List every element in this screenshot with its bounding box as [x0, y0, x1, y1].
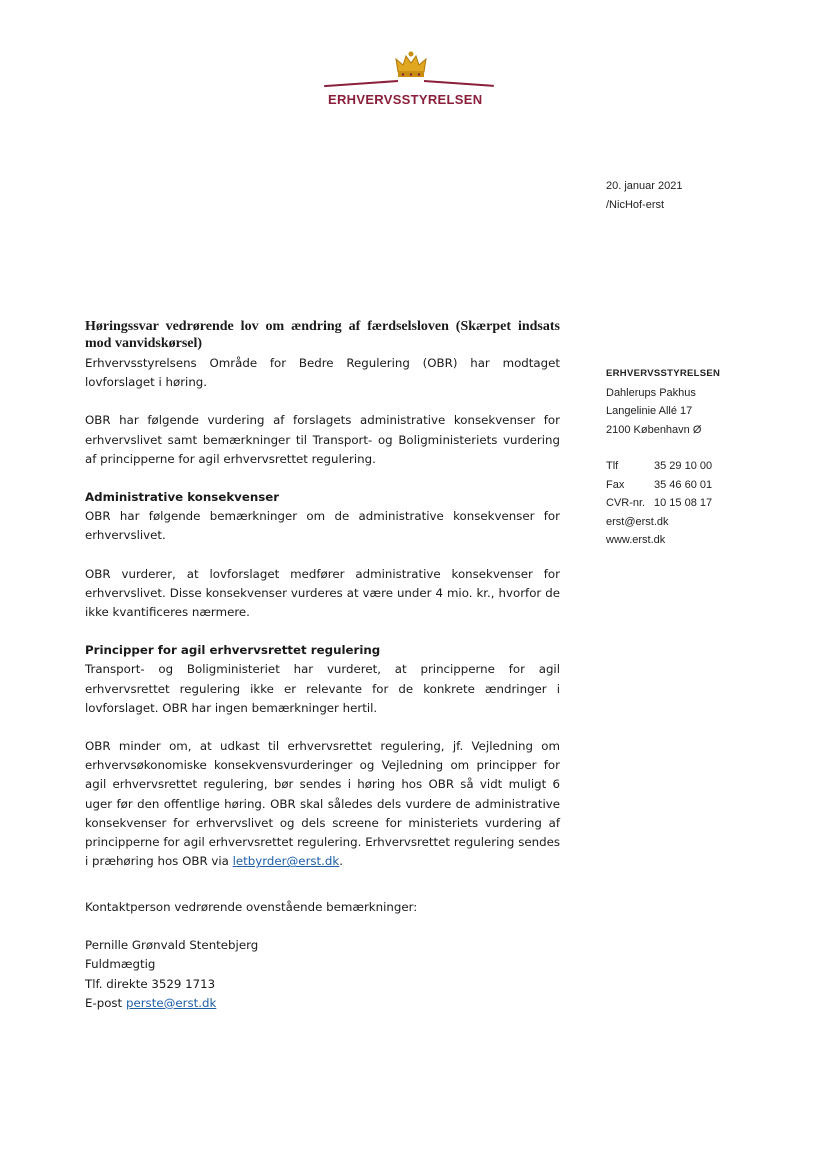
phone-value: 35 29 10 00	[654, 460, 713, 472]
sender-email: erst@erst.dk	[606, 515, 669, 528]
paragraph-6	[85, 737, 560, 871]
paragraph-2: OBR har følgende vurdering af forslagets administrative konsekvenser for erhvervslivet samt bemærkninger til Transport- og Boligministeriets vurdering af principperne for agil erhvervsrettet regulering.	[85, 413, 560, 466]
logo-line-left	[324, 80, 398, 87]
contact-email-row	[85, 994, 417, 1013]
letbyrder-email-link[interactable]: letbyrder@erst.dk	[232, 854, 340, 869]
cvr-row	[606, 494, 720, 513]
contact-intro: Kontaktperson vedrørende ovenstående bemærkninger:	[85, 900, 418, 914]
cvr-label: CVR-nr.	[606, 497, 646, 509]
phone-label: Tlf	[606, 460, 619, 472]
sender-info	[606, 365, 720, 550]
paragraph-4: OBR vurderer, at lovforslaget medfører administrative konsekvenser for erhvervslivet. Disse konsekvenser vurderes at være under 4 mio. kr., hvorfor de ikke kvantificeres nærmere.	[85, 566, 560, 620]
letter-date: 20. januar 2021	[606, 180, 683, 192]
paragraph-3: OBR har følgende bemærkninger om de administrative konsekvenser for erhvervslivet.	[85, 509, 560, 543]
address-line: 2100 København Ø	[606, 423, 702, 436]
logo-line-right	[424, 80, 494, 87]
fax-label: Fax	[606, 478, 625, 491]
paragraph-6-text: OBR minder om, at udkast til erhvervsrettet regulering, jf. Vejledning om erhvervsøkonomiske konsekvensvurderinger og Vejledning om principper for agil erhvervsrettet regulering, bør sendes i høring hos OBR så vidt muligt 6 uger før den offentlige høring. OBR skal således dels vurdere de administrative konsekvenser for erhvervslivet og dels screene for ministeriets vurdering af principperne for agil erhvervsrettet regulering. Erhvervsrettet regulering sendes i præhøring hos OBR via	[85, 739, 560, 869]
logo-text: ERHVERVSSTYRELSEN	[328, 92, 483, 107]
fax-row	[606, 476, 720, 495]
letter-reference: /NicHof-erst	[606, 199, 665, 211]
contact-block	[85, 898, 417, 1013]
phone-row	[606, 457, 720, 476]
contact-email-link[interactable]: perste@erst.dk	[125, 995, 217, 1010]
address-line: Dahlerups Pakhus	[606, 386, 696, 399]
letter-meta	[606, 177, 682, 215]
contact-phone: Tlf. direkte 3529 1713	[85, 976, 216, 991]
logo	[316, 50, 506, 112]
heading-principles: Principper for agil erhvervsrettet regulering	[85, 643, 381, 658]
sender-website: www.erst.dk	[606, 534, 666, 546]
address-line: Langelinie Allé 17	[606, 405, 693, 417]
heading-administrative: Administrative konsekvenser	[85, 490, 280, 505]
contact-position: Fuldmægtig	[85, 957, 156, 972]
crown-icon	[394, 50, 428, 80]
cvr-value: 10 15 08 17	[654, 497, 713, 509]
paragraph-1: Erhvervsstyrelsens Område for Bedre Regulering (OBR) har modtaget lovforslaget i høring.	[85, 356, 560, 390]
paragraph-6-end: .	[339, 854, 344, 869]
sender-org: ERHVERVSSTYRELSEN	[606, 368, 721, 379]
paragraph-5: Transport- og Boligministeriet har vurderet, at principperne for agil erhvervsrettet regulering ikke er relevante for de konkrete ændringer i lovforslaget. OBR har ingen bemærkninger hertil.	[85, 662, 560, 715]
fax-value: 35 46 60 01	[654, 478, 713, 491]
contact-name: Pernille Grønvald Stentebjerg	[85, 938, 259, 953]
contact-email-label: E-post	[85, 995, 123, 1010]
letter-title: Høringssvar vedrørende lov om ændring af færdselsloven (Skærpet indsats mod vanvidskørsel)	[85, 319, 560, 351]
letter-body	[85, 318, 560, 871]
